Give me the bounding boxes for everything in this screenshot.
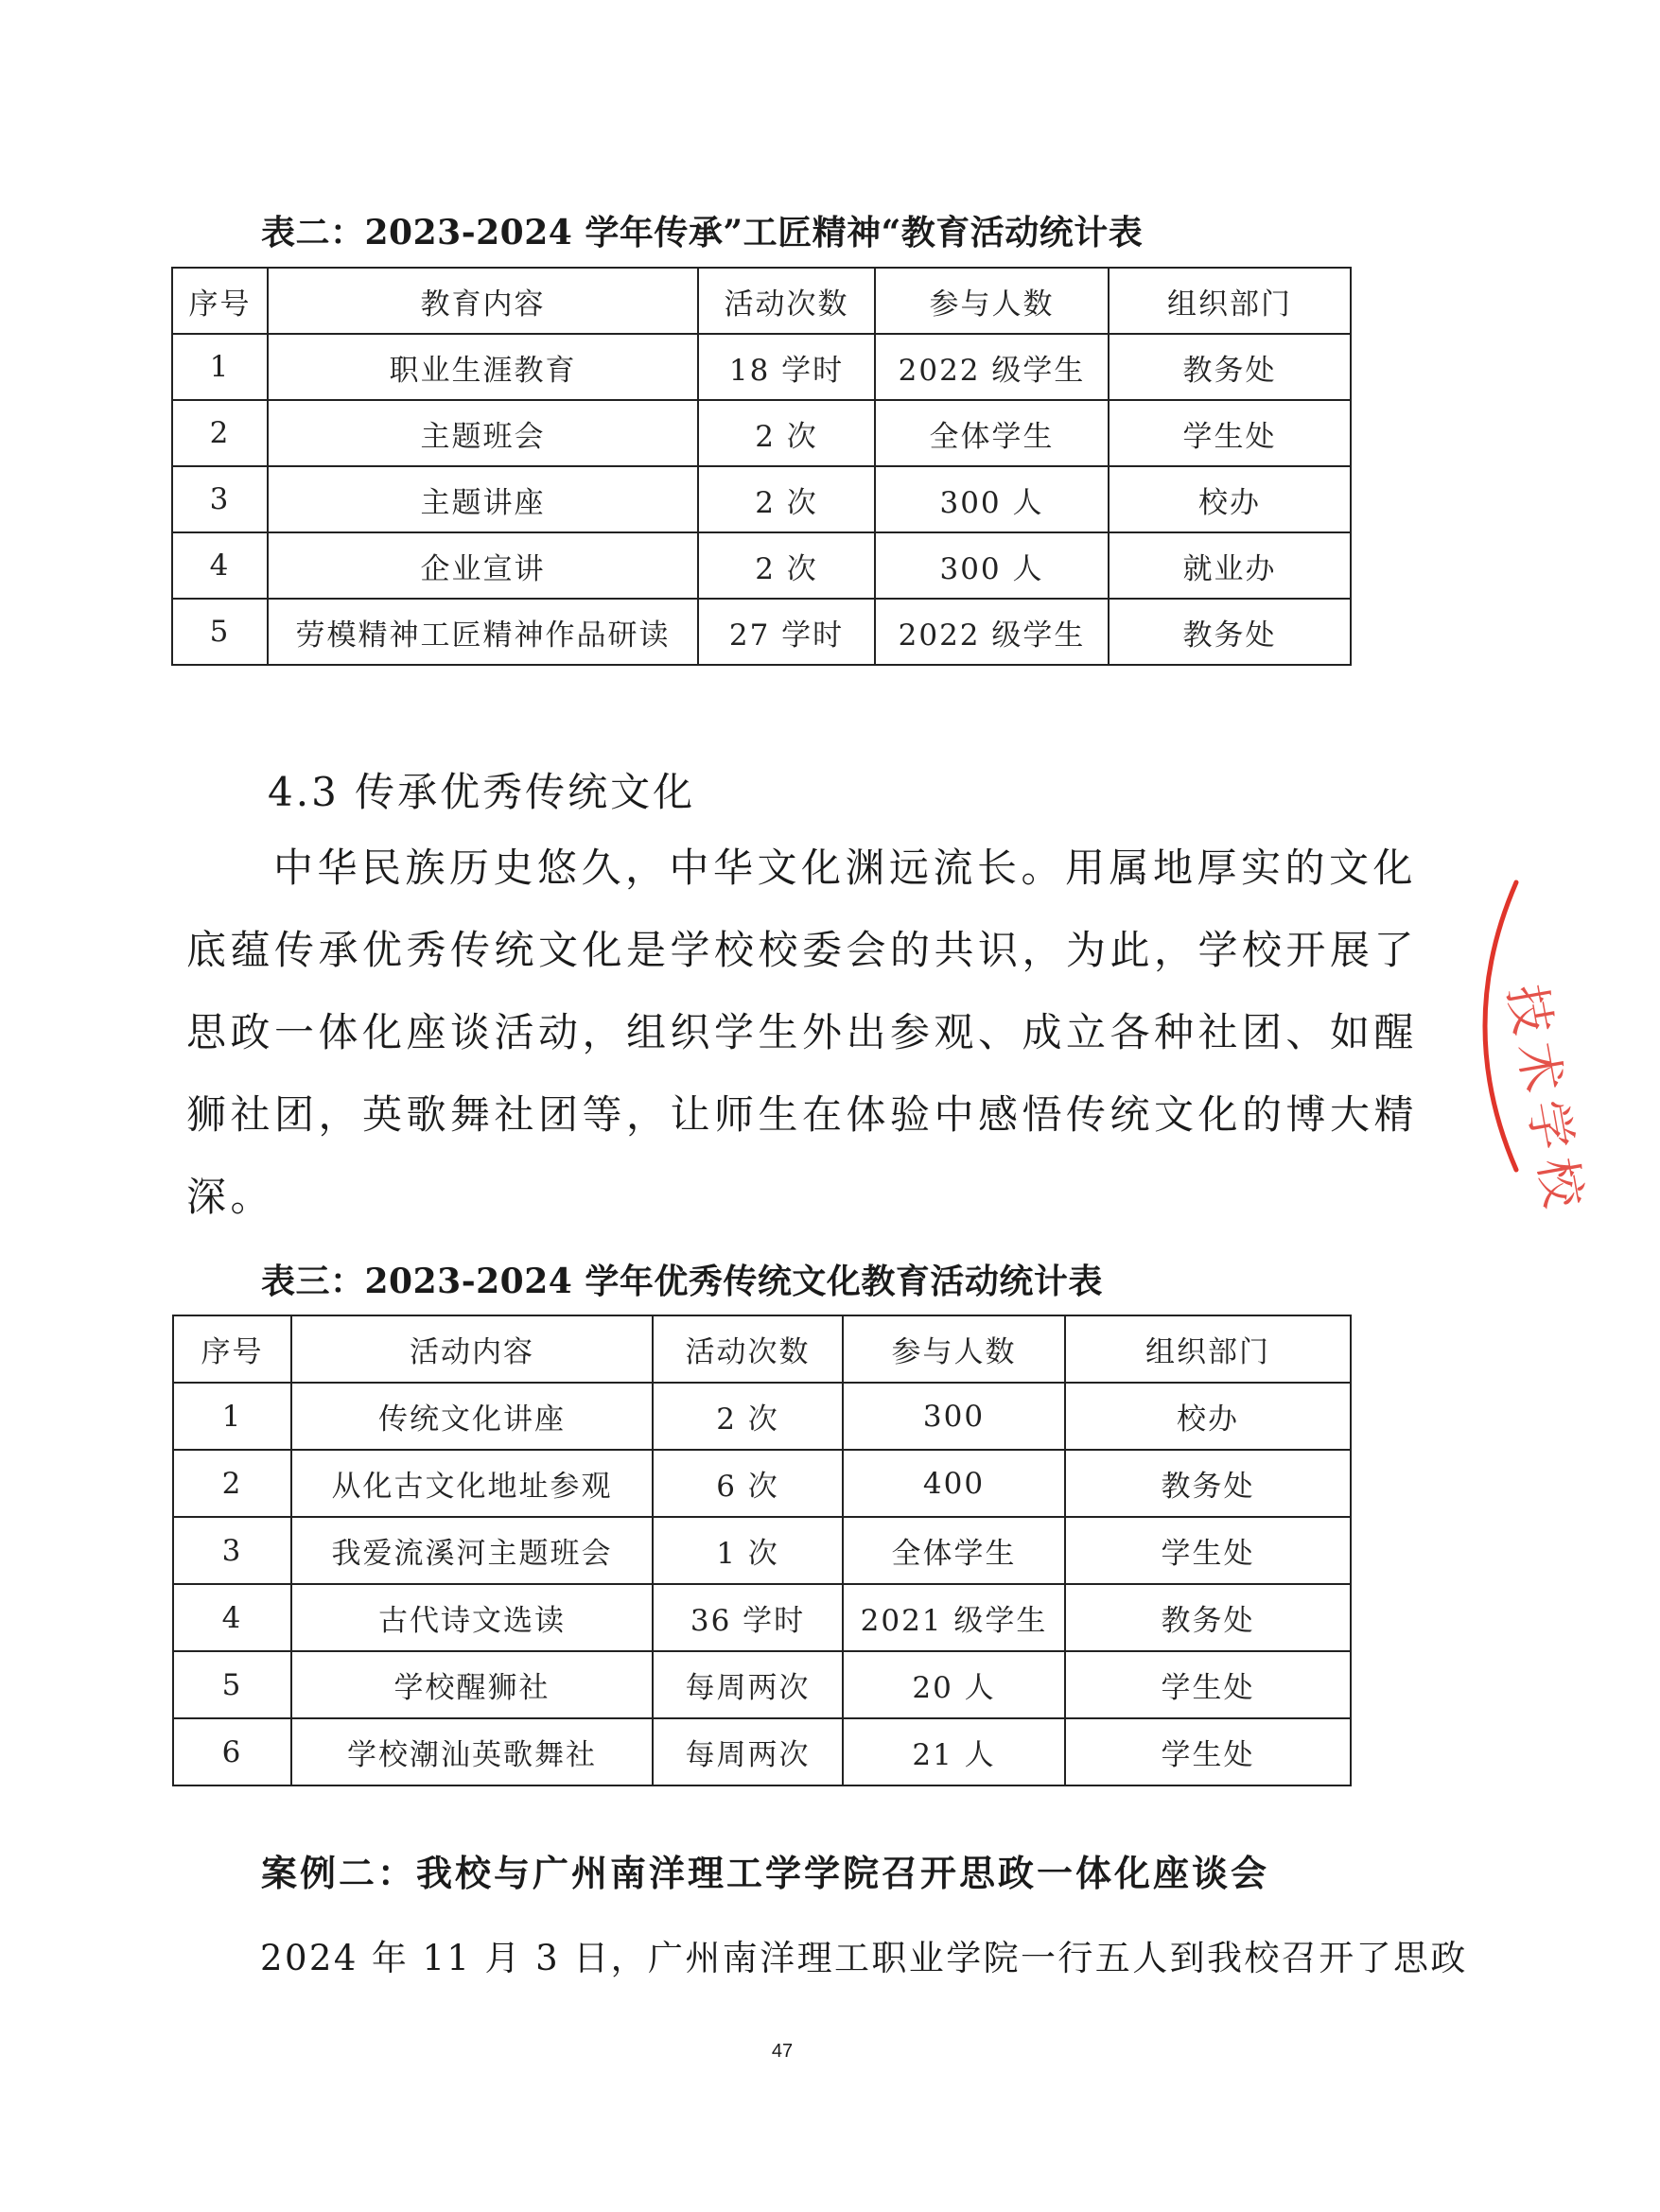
table-cell: 每周两次 [653, 1718, 843, 1785]
table-header-cell: 序号 [173, 1315, 291, 1383]
table-cell: 5 [173, 1651, 291, 1718]
paragraph-line: 中华民族历史悠久，中华文化渊远流长。用属地厚实的文化 [273, 845, 1418, 891]
table-cell: 1 [172, 334, 268, 400]
paragraph-line: 思政一体化座谈活动，组织学生外出参观、成立各种社团、如醒 [186, 1009, 1419, 1055]
table-cell: 2 [173, 1450, 291, 1517]
paragraph-line: 深。 [186, 1174, 275, 1220]
table-cell: 古代诗文选读 [291, 1584, 653, 1651]
table-cell: 全体学生 [875, 400, 1109, 466]
table-cell: 2021 级学生 [843, 1584, 1065, 1651]
table-cell: 学生处 [1109, 400, 1351, 466]
table-cell: 教务处 [1109, 599, 1351, 665]
table-cell: 1 次 [653, 1517, 843, 1584]
table-cell: 2 [172, 400, 268, 466]
table-header-cell: 活动次数 [698, 268, 875, 334]
table-cell: 教务处 [1109, 334, 1351, 400]
table-cell: 校办 [1065, 1383, 1351, 1450]
page-number: 47 [771, 2041, 794, 2062]
table-header-cell: 序号 [172, 268, 268, 334]
table-header-cell: 教育内容 [268, 268, 698, 334]
table-cell: 3 [172, 466, 268, 532]
table-cell: 学生处 [1065, 1517, 1351, 1584]
table-row [172, 400, 1351, 466]
table-row [173, 1450, 1351, 1517]
table-cell: 2022 级学生 [875, 334, 1109, 400]
table-cell: 校办 [1109, 466, 1351, 532]
table-cell: 主题讲座 [268, 466, 698, 532]
table-cell: 5 [172, 599, 268, 665]
table-cell: 传统文化讲座 [291, 1383, 653, 1450]
table-header-cell: 组织部门 [1109, 268, 1351, 334]
table-cell: 企业宣讲 [268, 532, 698, 599]
table-cell: 4 [173, 1584, 291, 1651]
table-cell: 36 学时 [653, 1584, 843, 1651]
table-cell: 每周两次 [653, 1651, 843, 1718]
table-header-cell: 活动内容 [291, 1315, 653, 1383]
section-heading: 4.3 传承优秀传统文化 [268, 769, 696, 815]
table-row [173, 1584, 1351, 1651]
table3 [172, 1315, 1352, 1786]
table-row [172, 334, 1351, 400]
table2 [171, 267, 1352, 666]
table-cell: 我爱流溪河主题班会 [291, 1517, 653, 1584]
table-header-row [172, 268, 1351, 334]
table-row [173, 1383, 1351, 1450]
table-cell: 教务处 [1065, 1450, 1351, 1517]
table-row [172, 466, 1351, 532]
table-cell: 学生处 [1065, 1718, 1351, 1785]
table-cell: 20 人 [843, 1651, 1065, 1718]
table-row [173, 1517, 1351, 1584]
table-cell: 300 [843, 1383, 1065, 1450]
table-header-cell: 组织部门 [1065, 1315, 1351, 1383]
table-cell: 就业办 [1109, 532, 1351, 599]
table-cell: 1 [173, 1383, 291, 1450]
table-cell: 劳模精神工匠精神作品研读 [268, 599, 698, 665]
table-header-row [173, 1315, 1351, 1383]
table-cell: 400 [843, 1450, 1065, 1517]
table-cell: 27 学时 [698, 599, 875, 665]
table-cell: 学生处 [1065, 1651, 1351, 1718]
table-cell: 全体学生 [843, 1517, 1065, 1584]
table-cell: 教务处 [1065, 1584, 1351, 1651]
table-cell: 6 [173, 1718, 291, 1785]
table-row [173, 1718, 1351, 1785]
table-row [173, 1651, 1351, 1718]
table-cell: 3 [173, 1517, 291, 1584]
case-title: 案例二：我校与广州南洋理工学学院召开思政一体化座谈会 [261, 1852, 1270, 1894]
paragraph-line: 狮社团，英歌舞社团等，让师生在体验中感悟传统文化的博大精 [186, 1091, 1419, 1138]
table-header-cell: 活动次数 [653, 1315, 843, 1383]
table-cell: 2 次 [698, 400, 875, 466]
table-cell: 6 次 [653, 1450, 843, 1517]
seal-text: 技术学校 [1496, 980, 1594, 1222]
table-cell: 从化古文化地址参观 [291, 1450, 653, 1517]
table2-caption: 表二：2023-2024 学年传承”工匠精神“教育活动统计表 [261, 213, 1144, 253]
table-cell: 4 [172, 532, 268, 599]
table-cell: 主题班会 [268, 400, 698, 466]
table-cell: 300 人 [875, 466, 1109, 532]
table-cell: 2 次 [698, 466, 875, 532]
table-cell: 2 次 [698, 532, 875, 599]
table-cell: 学校潮汕英歌舞社 [291, 1718, 653, 1785]
table-row [172, 599, 1351, 665]
seal-stamp-icon [1471, 875, 1660, 1222]
table-cell: 21 人 [843, 1718, 1065, 1785]
table-header-cell: 参与人数 [843, 1315, 1065, 1383]
table-cell: 2 次 [653, 1383, 843, 1450]
table-header-cell: 参与人数 [875, 268, 1109, 334]
table-row [172, 532, 1351, 599]
case-text: 2024 年 11 月 3 日，广州南洋理工职业学院一行五人到我校召开了思政 [260, 1938, 1468, 1978]
table3-caption: 表三：2023-2024 学年优秀传统文化教育活动统计表 [261, 1262, 1103, 1301]
table-cell: 18 学时 [698, 334, 875, 400]
table-cell: 2022 级学生 [875, 599, 1109, 665]
paragraph-line: 底蕴传承优秀传统文化是学校校委会的共识，为此，学校开展了 [186, 927, 1419, 973]
section-paragraph [186, 827, 1419, 1238]
table-cell: 职业生涯教育 [268, 334, 698, 400]
table-cell: 学校醒狮社 [291, 1651, 653, 1718]
table-cell: 300 人 [875, 532, 1109, 599]
